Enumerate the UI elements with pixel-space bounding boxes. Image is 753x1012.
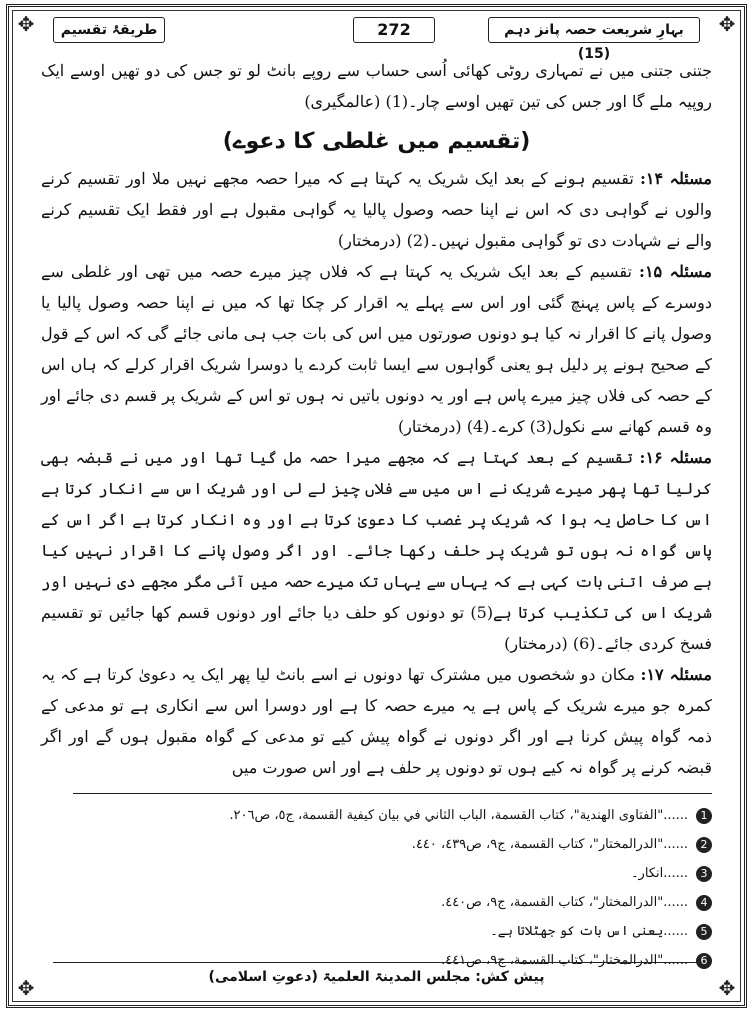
masala-label: مسئلہ ۱۷: xyxy=(640,665,712,684)
intro-paragraph: جتنی جتنی میں نے تمہاری روٹی کھائی اُسی حساب سے روپے بانٹ لو تو جس کی دو تھیں اوسے ایک روپیہ ملے گا اور جس کی تین تھیں اوسے چار۔(1) (عالمگیری) xyxy=(41,61,712,111)
masala-text: تقسیم ہونے کے بعد ایک شریک یہ کہتا ہے کہ میرا حصہ مجھے نہیں ملا اور تقسیم کرنے والوں نے گواہی دی کہ اس نے اپنا حصہ وصول پالیا یہ گواہی مقبول ہے اور فقط ایک تقسیم کرنے والے نے شہادت دی تو گواہی مقبول نہیں۔(2) (درمختار) xyxy=(41,169,712,250)
page-border-inner xyxy=(12,10,741,1002)
footnote-number: 5 xyxy=(696,924,712,940)
ornament-corner-icon: ✥ xyxy=(718,976,736,1000)
masala-text: تقسیم کے بعد کہتا ہے کہ مجھے میرا حصہ مل گیا تھا اور میں نے قبضہ بھی کرلیا تھا پھر میرے شریک نے اس میں سے فلاں چیز لے لی اور شریک اس سے انکار کرتا ہے اس کا حاصل یہ ہوا کہ شریک پر غصب کا دعویٰ کرتا ہے اور وہ انکار کرتا ہے اگر اس کے پاس گواہ نہ ہوں تو شریک پر حلف رکھا جائے۔ اور اگر وصول پانے کا اقرار نہیں کیا ہے صرف اتنی بات کہی ہے کہ یہاں سے یہاں تک میرے حصہ میں آئی مگر مجھے دی نہیں اور شریک اس کی تکذیب کرتا ہے(5) تو دونوں کو حلف دیا جائے اور دونوں قسم کھا جائیں تو تقسیم فسخ کردی جائے۔(6) (درمختار) xyxy=(41,448,712,653)
footnote-number: 2 xyxy=(696,837,712,853)
masala-15 xyxy=(41,256,712,442)
footnote-text: ......یعنی اس بات کو جھٹلاتا ہے۔ xyxy=(490,924,688,939)
masala-16 xyxy=(41,442,712,659)
masala-text: مکان دو شخصوں میں مشترک تھا دونوں نے اسے بانٹ لیا پھر ایک یہ دعویٰ کرتا ہے کہ یہ کمرہ جو میرے شریک کے پاس ہے یہ میرے حصہ کا ہے اور دوسرا اس سے انکاری ہے تو مدعی کے ذمہ گواہ پیش کرنا ہے اور اگر دونوں نے گواہ پیش کیے تو مدعی کے گواہ مقبول ہوں گے اور اگر قبضہ کرنے پر گواہ نہ کیے ہوں تو دونوں پر حلف ہے اور اس صورت میں xyxy=(41,665,712,777)
footnote-item xyxy=(41,888,712,917)
footnote-item xyxy=(41,859,712,888)
page-header xyxy=(53,17,700,62)
book-title: بہارِ شریعت حصہ پانز دہم (15) xyxy=(488,17,700,43)
ornament-corner-icon: ✥ xyxy=(17,12,35,36)
footnote-item xyxy=(41,917,712,946)
footnote-text: ......"الدرالمختار"، كتاب القسمة، ج٩، ص٤٤١. xyxy=(441,953,688,968)
footnote-number: 3 xyxy=(696,866,712,882)
footnote-text: ......"الدرالمختار"، كتاب القسمة، ج٩، ص٤٤٠. xyxy=(441,895,688,910)
section-heading: (تقسیم میں غلطی کا دعوے) xyxy=(222,129,531,154)
footnote-number: 1 xyxy=(696,808,712,824)
page-number: 272 xyxy=(353,17,435,43)
masala-17 xyxy=(41,659,712,783)
footnote-text: ......انکار۔ xyxy=(630,866,688,881)
footnote-number: 4 xyxy=(696,895,712,911)
masala-label: مسئلہ ۱۴: xyxy=(639,169,712,188)
ornament-corner-icon: ✥ xyxy=(17,976,35,1000)
footnote-number: 6 xyxy=(696,953,712,969)
masala-label: مسئلہ ۱۵: xyxy=(639,262,713,281)
footnote-item xyxy=(41,830,712,859)
chapter-title: طریقۂ تقسیم xyxy=(53,17,165,43)
masala-label: مسئلہ ۱۶: xyxy=(639,448,712,467)
footnotes xyxy=(41,801,712,975)
masala-14 xyxy=(41,163,712,256)
footnote-item xyxy=(41,801,712,830)
footnote-separator xyxy=(73,793,712,794)
page-footer: پیش کش: مجلس المدینۃ العلمیۃ (دعوتِ اسلامی) xyxy=(53,962,700,991)
footnote-text: ......"الدرالمختار"، كتاب القسمة، ج٩، ص٤٣٩، ٤٤٠. xyxy=(411,837,688,852)
ornament-corner-icon: ✥ xyxy=(718,12,736,36)
main-text xyxy=(41,55,712,783)
masala-text: تقسیم کے بعد ایک شریک یہ کہتا ہے کہ فلاں چیز میرے حصہ میں تھی اور غلطی سے دوسرے کے پاس پہنچ گئی اور اس سے پہلے یہ اقرار کر چکا تھا کہ میں نے اپنا حصہ وصول پالیا یا وصول پانے کا اقرار نہ کیا ہو دونوں صورتوں میں اس کی بات جب ہی مانی جائے گی کہ اس کے قول کے صحیح ہونے پر دلیل ہو یعنی گواہوں سے ایسا ثابت کردے یا دوسرا شریک اقرار کرلے کہ ہاں اس کے حصہ کی فلاں چیز میرے پاس ہے اور یہ دونوں باتیں نہ ہوں تو اس کے شریک پر قسم دی جائے اور وہ قسم کھانے سے نکول(3) کرے۔(4) (درمختار) xyxy=(41,262,712,436)
footnote-text: ......"الفتاوى الهندية"، كتاب القسمة، الباب الثاني في بيان كيفية القسمة، ج٥، ص٢٠٦. xyxy=(229,808,688,823)
